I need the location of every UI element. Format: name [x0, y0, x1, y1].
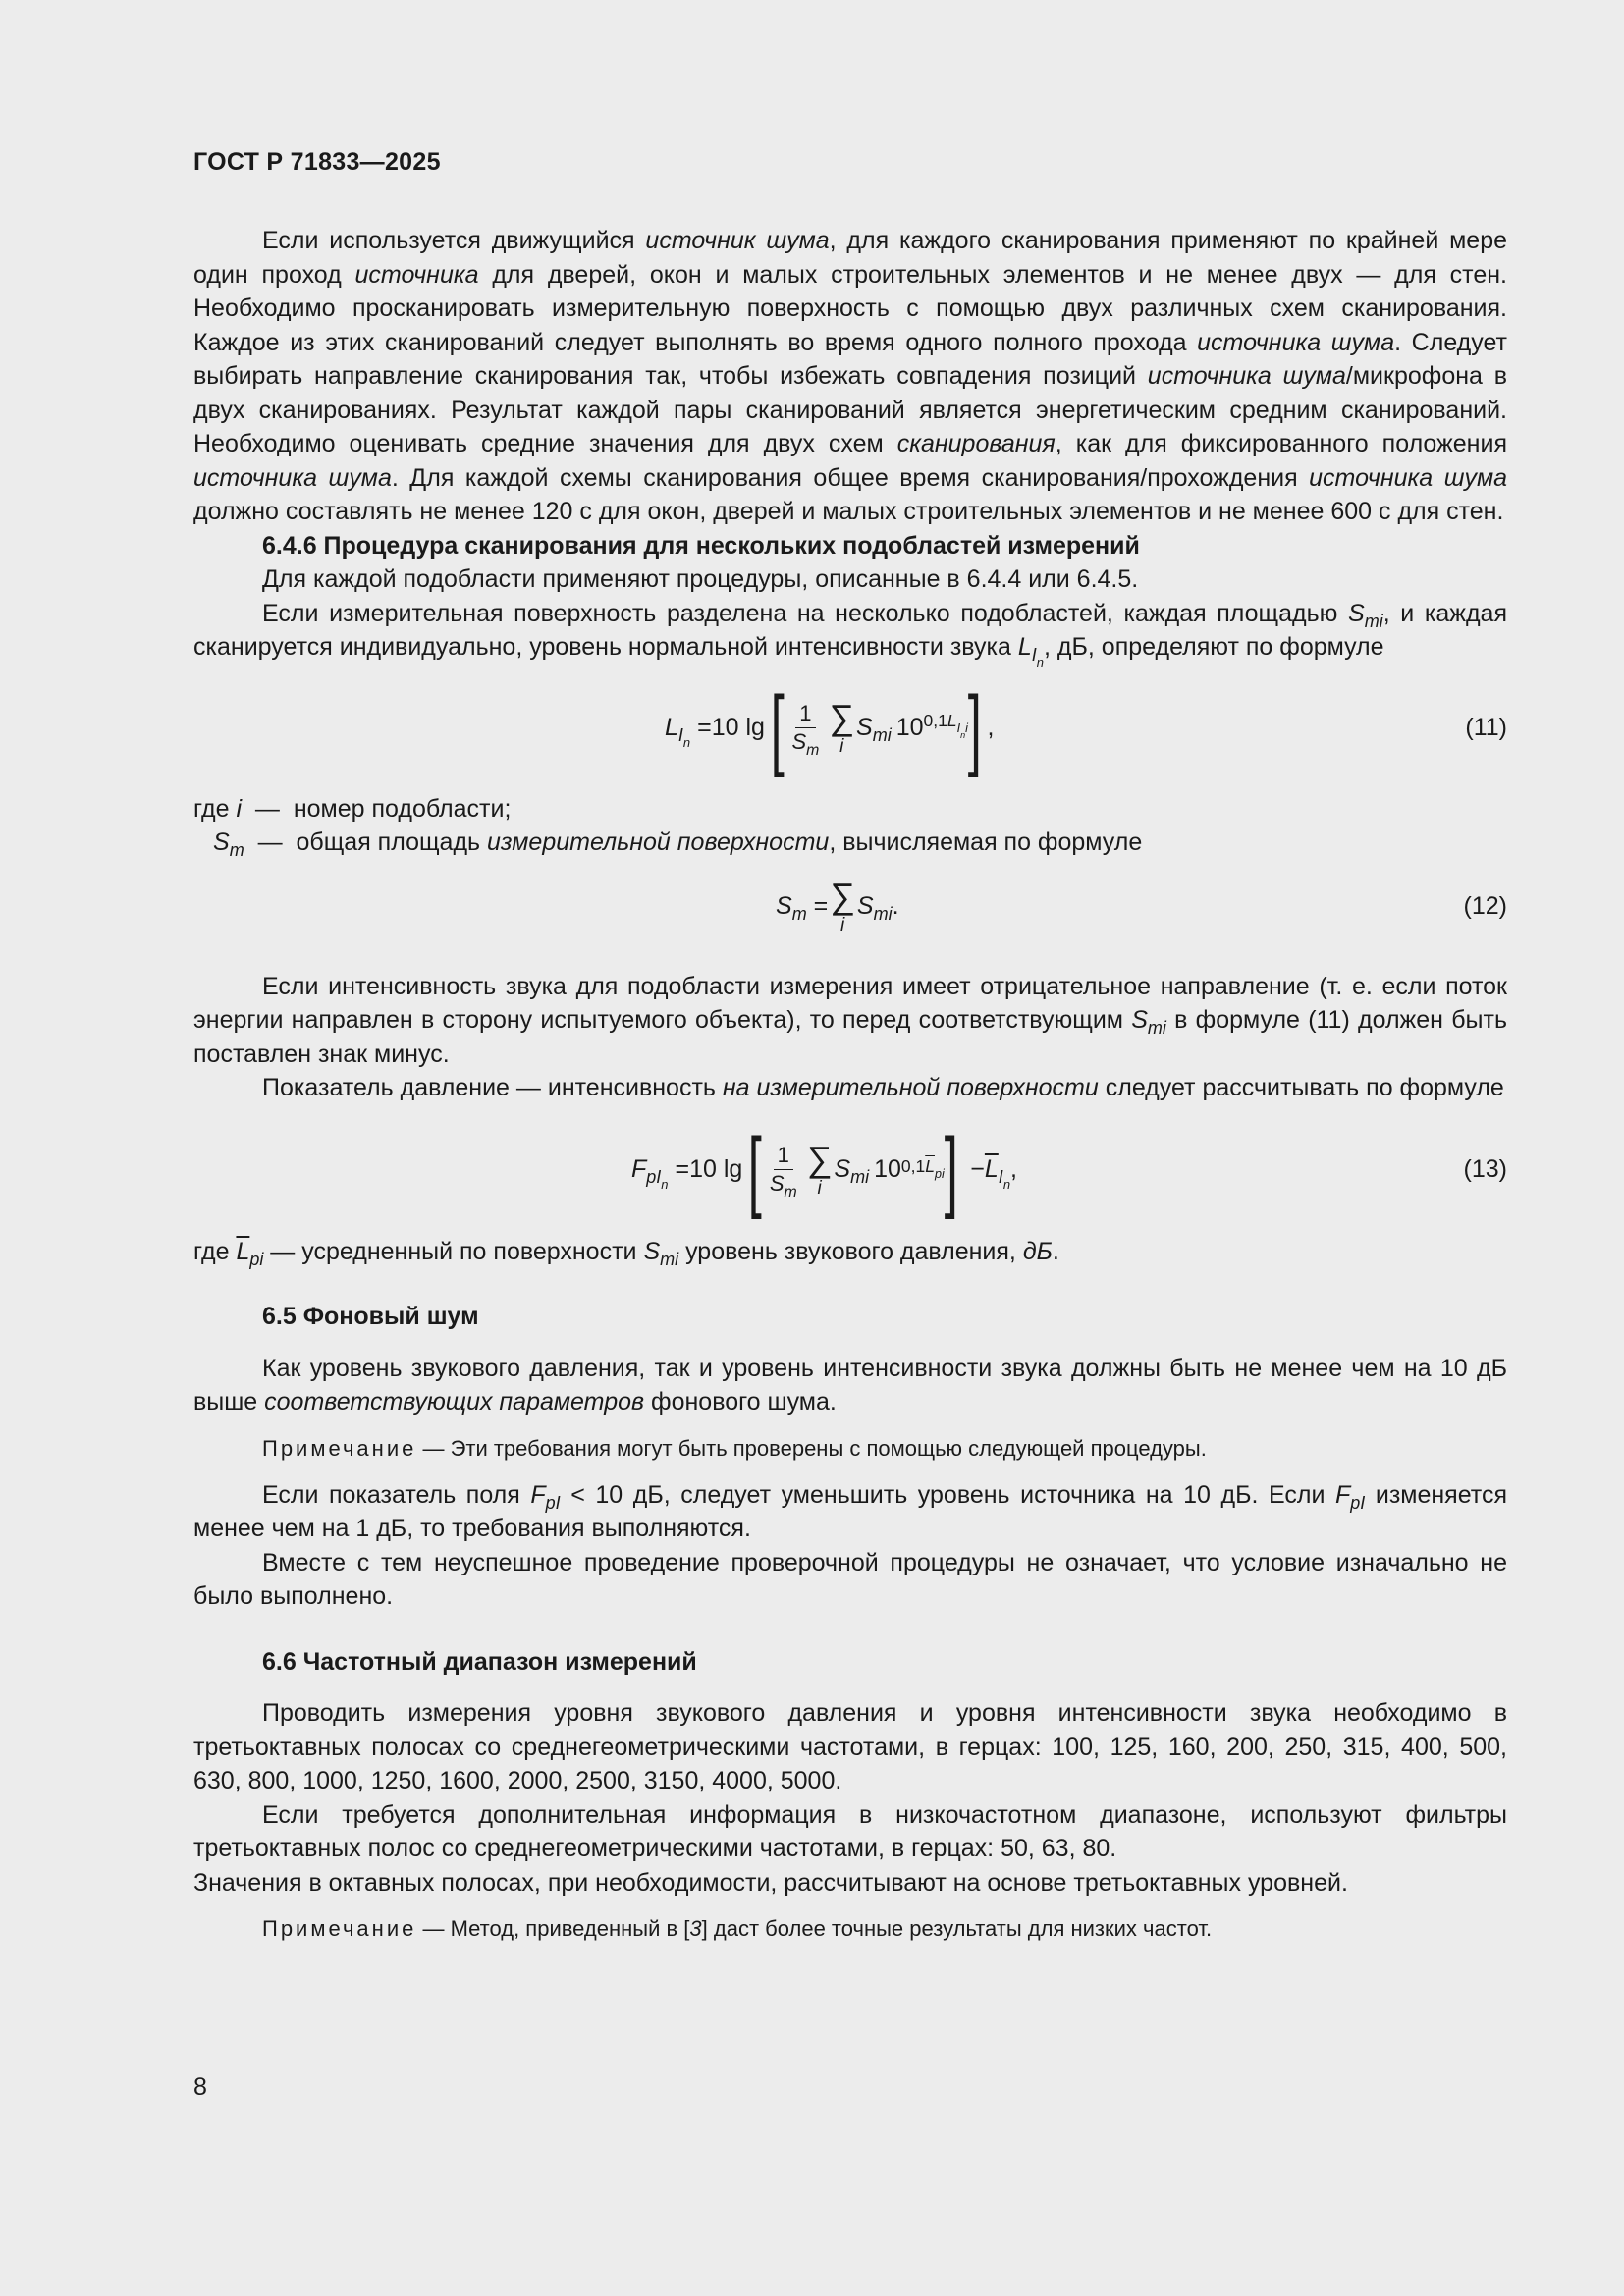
- fraction: [787, 700, 823, 759]
- reference: 3: [689, 1916, 702, 1941]
- symbol-lpi: $\overline{L}_{pi}$: [236, 1237, 264, 1269]
- formula-text: 10 lg: [711, 714, 765, 742]
- text: Если показатель поля: [262, 1480, 531, 1509]
- formula-13-number: (13): [1463, 1155, 1507, 1184]
- term: источника шума: [1197, 328, 1395, 356]
- symbol-fpi: $F_{pI}$: [530, 1480, 561, 1513]
- page-content: [193, 224, 1507, 1958]
- note-text: — Эти требования могут быть проверены с помощью следующей процедуры.: [416, 1435, 1207, 1461]
- term: источника шума: [193, 463, 392, 492]
- note-text: — Метод, приведенный в [: [416, 1916, 690, 1941]
- text: , для каждого сканирования применяют по крайней мере один проход: [193, 227, 1508, 289]
- paragraph-low-frequency: Если требуется дополнительная информация в низкочастотном диапазоне, используют фильтры третьоктавных полос со среднегеометрическими частотами, в герцах: 50, 63, 80.: [193, 1800, 1507, 1862]
- note-label: Примечание: [262, 1916, 417, 1941]
- formula-text: 10 lg: [689, 1155, 743, 1184]
- paragraph-procedure-failure: Вместе с тем неуспешное проведение проверочной процедуры не означает, что условие изначально не было выполнено.: [193, 1548, 1507, 1610]
- text: следует рассчитывать по формуле: [1098, 1074, 1504, 1101]
- paragraph-pressure-intensity-index: [193, 1071, 1507, 1105]
- page-number: 8: [193, 2073, 207, 2101]
- note-background-noise: [262, 1433, 1507, 1465]
- formula-12: [193, 864, 1507, 950]
- note-method: [262, 1913, 1507, 1945]
- symbol-i: i: [236, 794, 242, 823]
- term: источника шума: [1147, 362, 1346, 390]
- denominator: $S_m$: [769, 1171, 797, 1201]
- unit: дБ: [1022, 1237, 1053, 1265]
- exponent: 0,1: [923, 711, 947, 730]
- sum-symbol: ∑ i: [806, 1139, 833, 1199]
- where-i: [193, 792, 1507, 827]
- text: фонового шума.: [644, 1388, 837, 1415]
- text: для дверей, окон и малых строительных элементов и не менее двух — для стен. Необходимо просканировать измерительную поверхность с помощью двух различных схем сканирования. Каждое из этих сканирований следует выполнять во время одного полного прохода: [193, 260, 1507, 356]
- paragraph-octave-bands: Значения в октавных полосах, при необходимости, рассчитывают на основе третьоктавных уровней.: [193, 1868, 1348, 1896]
- text: . Следует выбирать направление сканирования так, чтобы избежать совпадения позиций: [193, 328, 1508, 390]
- text: изменяется менее чем на 1 дБ, то требования выполняются.: [193, 1480, 1507, 1542]
- formula-13: [193, 1115, 1507, 1225]
- text: где: [193, 1237, 237, 1265]
- text: /микрофона в двух сканированиях. Результат каждой пары сканирований является энергетическим средним сканирований. Необходимо оценивать средние значения для двух схем: [193, 362, 1507, 457]
- text: Как уровень звукового давления, так и уровень интенсивности звука должны быть не менее чем на 10 дБ выше: [193, 1354, 1507, 1415]
- text: должно составлять не менее 120 с для окон, дверей и малых строительных элементов и не менее 600 с для стен.: [193, 498, 1504, 525]
- sum-sign: ∑: [829, 697, 855, 737]
- term: источник шума: [645, 227, 830, 254]
- term: измерительной поверхности: [487, 828, 830, 856]
- term: на измерительной поверхности: [722, 1074, 1099, 1101]
- text: Если измерительная поверхность разделена на несколько подобластей, каждая площадью: [262, 599, 1349, 627]
- text: общая площадь: [296, 828, 488, 856]
- fraction: [766, 1142, 801, 1201]
- where-lpi: [193, 1235, 1507, 1269]
- paragraph-background-noise: [193, 1352, 1507, 1419]
- formula-12-number: (12): [1463, 892, 1507, 921]
- paragraph-negative-direction: [193, 970, 1507, 1072]
- text: < 10 дБ, следует уменьшить уровень источника на 10 дБ. Если: [560, 1480, 1335, 1509]
- paragraph-subarea-definition: [193, 597, 1507, 669]
- section-title-6-6: 6.6 Частотный диапазон измерений: [262, 1647, 697, 1676]
- section-title-6-4-6: 6.4.6 Процедура сканирования для нескольких подобластей измерений: [262, 531, 1140, 560]
- text: где: [193, 794, 237, 823]
- text: , как для фиксированного положения: [1055, 430, 1507, 457]
- text: Показатель давление — интенсивность: [262, 1074, 723, 1101]
- note-label: Примечание: [262, 1435, 417, 1461]
- term: источника шума: [1309, 463, 1507, 492]
- section-title-6-5: 6.5 Фоновый шум: [262, 1303, 479, 1330]
- symbol-sm: $S_m$: [213, 828, 244, 860]
- sum-symbol: ∑ i: [829, 697, 855, 757]
- formula-11: [193, 674, 1507, 782]
- sum-symbol: ∑ i: [830, 876, 855, 935]
- formula-text: 10: [874, 1155, 901, 1184]
- text: Если используется движущийся: [262, 227, 646, 254]
- formula-11-expression: $L_{I_n}$ = 10 lg [ $\frac{1}{S_m}$ ∑ i $S_{mi}$ 10 $0,1L_{I_ni}$ ] ,: [665, 677, 995, 778]
- text: .: [1052, 1237, 1059, 1265]
- text: уровень звукового давления,: [678, 1237, 1023, 1265]
- dash: —: [257, 828, 283, 856]
- formula-12-expression: $S_m$ = ∑ i $S_{mi}$ .: [776, 876, 899, 935]
- dash: —: [254, 794, 280, 823]
- paragraph-subarea-procedure: Для каждой подобласти применяют процедуры, описанные в 6.4.4 или 6.4.5.: [262, 565, 1139, 593]
- numerator: 1: [795, 700, 815, 728]
- paragraph-moving-source: [193, 224, 1507, 529]
- where-sm: [193, 826, 1507, 860]
- term: сканирования: [896, 430, 1056, 457]
- symbol-smi: $S_{mi}$: [643, 1237, 679, 1269]
- sum-sign: ∑: [806, 1139, 833, 1179]
- sum-sign: ∑: [830, 876, 855, 916]
- symbol-smi: $S_{mi}$: [1131, 1006, 1166, 1038]
- text: в формуле (11) должен быть поставлен знак минус.: [193, 1006, 1507, 1068]
- paragraph-field-indicator: [193, 1478, 1507, 1546]
- symbol-lin: $L_{I_n}$: [1017, 633, 1045, 669]
- formula-text: 10: [895, 714, 924, 742]
- numerator: 1: [774, 1142, 793, 1170]
- paragraph-frequency-bands: Проводить измерения уровня звукового давления и уровня интенсивности звука необходимо в третьоктавных полосах со среднегеометрическими частотами, в герцах: 100, 125, 160, 200, 250, 315, 400, 500, 630, 800, 1000, 1250, 1600, 2000, 2500, 3150, 4000, 5000.: [193, 1699, 1507, 1794]
- exponent: 0,1: [900, 1155, 926, 1176]
- text: номер подобласти;: [293, 794, 512, 823]
- symbol-smi: $S_{mi}$: [1348, 599, 1383, 631]
- formula-13-expression: $F_{pI_n}$ = 10 lg [ $\frac{1}{S_m}$ ∑ i $S_{mi}$ 10 $0,1\overline{L}_{pi}$ ] − $\overline{L}_{I_n}$ ,: [631, 1119, 1017, 1220]
- term: источника: [354, 260, 479, 289]
- text: , и каждая сканируется индивидуально, уровень нормальной интенсивности звука: [193, 599, 1507, 661]
- text: — усредненный по поверхности: [263, 1237, 644, 1265]
- formula-11-number: (11): [1465, 714, 1507, 742]
- denominator: $S_m$: [791, 729, 820, 759]
- text: Если интенсивность звука для подобласти измерения имеет отрицательное направление (т. е. если поток энергии направлен в сторону испытуемого объекта), то перед соответствующим: [193, 972, 1507, 1034]
- text: , дБ, определяют по формуле: [1044, 633, 1384, 661]
- document-header: ГОСТ Р 71833—2025: [193, 148, 441, 176]
- term: соответствующих параметров: [264, 1388, 645, 1415]
- text: . Для каждой схемы сканирования общее время сканирования/прохождения: [391, 463, 1310, 492]
- symbol-fpi: $F_{pI}$: [1335, 1480, 1366, 1513]
- text: , вычисляемая по формуле: [829, 828, 1143, 856]
- note-text: ] даст более точные результаты для низких частот.: [701, 1916, 1213, 1941]
